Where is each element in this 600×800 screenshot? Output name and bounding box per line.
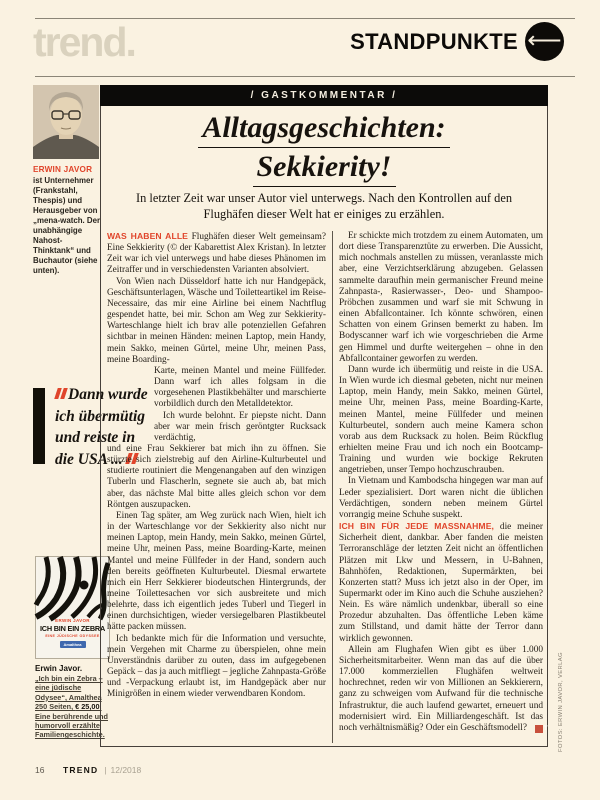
quote-mark-icon — [60, 388, 67, 399]
column-1 — [107, 231, 326, 743]
book-cover — [35, 556, 110, 659]
section-header — [350, 22, 564, 61]
photo-credit: FOTOS: ERWIN JAVOR, VERLAG — [558, 652, 564, 752]
paragraph: Ich wurde belohnt. Er piepste nicht. Dann aber war mein frisch geröntgter Rucksack verdächtig, — [154, 410, 326, 443]
paragraph: und eine Frau Sekkierer bat mich ihn zu öffnen. Sie stürzte sich zielstrebig auf den Airline-Kulturbeutel und studierte routiniert die Mengenangaben auf den winzigen Tuberln und Flascherln, segnete sie auch ab, bat mich aber, das nächste Mal bitte alles gleich schon vor dem Röntgen auszupacken. — [107, 443, 326, 510]
title-line-1: Alltagsgeschichten: — [198, 109, 449, 148]
paragraph: Karte, meinen Mantel und meine Füllfeder. Dann warf ich alles folgsam in die vorgesehenen Plastikbehälter und marschierte vorbildlich durch den Metalldetektor. — [154, 365, 326, 410]
paragraph: Einen Tag später, am Weg zurück nach Wien, hielt ich in der Warteschlange vor der Sekkierity also nicht nur meinen Laptop, mein Handy, mein Sakko, meinen Gürtel, meine Uhr, meinen Pass, meine Boarding-Karte, meinen Mantel und meine Füllfeder in der Hand, sondern auch den bereits geöffneten Kulturbeutel. Diesmal erwartete mich ein Herr Sekkierer biodeutschen Hintergrunds, der meine Toilettesachen vor sich ausbreitete und mich belehrte, dass ich eigentlich jedes Tuberl und Tiegerl in einen durchsichtigen, wieder versiegelbaren Plastikbeutel hätte packen müssen. — [107, 510, 326, 633]
red-lead-in: WAS HABEN ALLE — [107, 231, 189, 241]
title-line-2: Sekkierity! — [253, 148, 396, 187]
book-info-author: Erwin Javor. — [35, 664, 83, 673]
book-price: € 25,00. — [75, 702, 102, 712]
end-of-article-icon: T — [535, 725, 543, 733]
book-info-part1: „Ich bin ein Zebra – eine jüdische Odysee“, Amalthea 250 Seiten, — [35, 674, 103, 712]
arrow-left-icon — [525, 22, 564, 61]
kicker-bar: / GASTKOMMENTAR / — [100, 85, 548, 106]
page-footer — [35, 765, 141, 775]
quote-wrap-segment — [154, 366, 326, 444]
paragraph: In Vietnam und Kambodscha hingegen war man auf Leder spezialisiert. Dort waren nicht die üblichen Verdächtigen, sondern neben meinem Gürtel vorrangig meine Schuhe suspekt. — [339, 476, 543, 520]
zebra-illustration — [38, 559, 107, 617]
book-info-part2: Eine berührende und humorvoll erzählte Familiengeschichte. — [35, 711, 108, 740]
article-columns — [107, 231, 548, 743]
footer-magazine-name: TREND — [63, 765, 99, 775]
cover-author: ERWIN JAVOR — [55, 618, 90, 623]
paragraph: Dann wurde ich übermütig und reiste in die USA. In Wien wurde ich diesmal gebeten, nicht nur meinen Laptop, mein Handy, mein Sakko, meinen Gürtel, meine Uhr, meinen Pass, meine Boarding-Karte, meinen Mantel, meine Füllfeder und meinen Kulturbeutel, sondern auch meine Kamera schon vorab aus dem Rucksack zu holen. Beim Rückflug erhielten meine Frau und ich noch ein Bootcamp-Training und wurden wie bockige Rekruten angetrieben, unser Tempo hochzuschrauben. — [339, 364, 543, 476]
article-intro: In letzter Zeit war unser Autor viel unterwegs. Nach den Kontrollen auf den Flughäfen dieser Welt hat er einiges zu erzählen. — [135, 191, 513, 221]
cover-title: ICH BIN EIN ZEBRA — [39, 624, 106, 633]
paragraph-text: die meiner Sicherheit dient, dankbar. Aber fanden die meisten Terroranschläge der letzten Zeit nicht an öffentlichen Plätzen mit Lkw und Messern, in U-Bahnen, Bahnhöfen, Redaktionen, Supermärkten, bei Konzerten statt? Muss ich jetzt also in der Oper, im Supermarkt oder im Kino auch die Schuhe ausziehen? Nein. Es wäre nämlich undenkbar, überall so eine Prozedur abzuhalten. Das öffentliche Leben käme zum Stillstand, und damit hätte der Terror dann wirklich gewonnen. — [339, 522, 543, 644]
red-lead-in: ICH BIN FÜR JEDE MASSNAHME, — [339, 521, 495, 532]
footer-issue: 12/2018 — [110, 765, 142, 775]
paragraph-text: Flughäfen dieser Welt gemeinsam? Eine Sekkierity (© der Kabarettist Alex Kristan). In letzter Zeit war ich viel unterwegs und habe dieses Phänomen im Zeitraffer und in verschiedensten Varianten absolviert. — [107, 232, 326, 276]
paragraph: Er schickte mich trotzdem zu einem Automaten, um dort diese Transparenztüte zu erwerben. Die Aussicht, mich nochmals anstellen zu müssen, veranlasste mich aber, eine Verzichtserklärung abzugeben. Gelassen sammelte daraufhin mein germanischer Freund meine Zahnpasta-, Rasierwasser-, Deo- und Shampoo-Pröbchen zusammen und warf sie mit Schwung in einen Abfallcontainer. Ich könnte schwören, einen Schatten von einem Grinsen bemerkt zu haben. Im Bodyscanner warf ich wie vorgeschrieben die Arme gen Himmel und durfte weitergehen – ohne in den Abfallcontainer geworfen zu werden. — [339, 231, 543, 364]
footer-separator: | — [104, 765, 107, 775]
article-box — [100, 85, 548, 747]
page-number: 16 — [35, 765, 45, 775]
author-name: ERWIN JAVOR — [33, 165, 93, 174]
paragraph: Von Wien nach Düsseldorf hatte ich nur Handgepäck, Geschäftsunterlagen, Wäsche und Toiletteartikel im Reise-Necessaire, das mir eine Airline bei einem Nachtflug gespendet hatte, bei mir. Schon am Weg zur Sekkierity-Warteschlange hielt ich brav alle potenziellen Gefahren sichtbar in meinen Händen: meinen Laptop, mein Handy, mein Sakko, meinen Gürtel, meine Uhr, meinen Pass, meine Boarding- — [107, 276, 326, 365]
paragraph — [339, 644, 548, 734]
paragraph — [107, 231, 326, 277]
pull-quote-bar — [33, 388, 45, 464]
header-bottom-rule — [35, 76, 575, 77]
author-photo — [33, 85, 99, 159]
paragraph: Ich bedankte mich für die Information und versuchte, mein Vergehen mit Charme zu überspielen, ohne mein Unverständnis darüber zu outen, dass im aufgegebenen Gepäck – das ja auch mitfliegt – jegliche Zahnpasta-Größe und -Verpackung erlaubt ist, im Handgepäck aber nur Minigrößen in einem wieder verwendbaren Kondom. — [107, 633, 326, 700]
column-2 — [339, 231, 548, 743]
author-bio-text: ist Unternehmer (Frankstahl, Thespis) und Herausgeber von „mena-watch. Der unabhängige Nahost-Thinktank“ und Buchautor (siehe unten). — [33, 176, 101, 275]
arrow-glyph: ⟵ — [527, 26, 562, 54]
section-title: STANDPUNKTE — [350, 28, 518, 54]
author-bio-block — [33, 165, 103, 276]
paragraph — [339, 521, 543, 645]
paragraph-text: Allein am Flughafen Wien gibt es über 1.000 Sicherheitsmitarbeiter. Wenn man das auf die über 17.000 kommerziellen Flughäfen weltweit hochrechnet, reden wir von Millionen an Sekkierern, ganz zu schweigen vom Aufwand für die technische Infrastruktur, die auch laufend gewartet, erneuert und modernisiert wird. Ein Milliardengeschäft. Ist das noch verhältnismäßig? Oder ein Geschäftsmodell? — [339, 644, 543, 733]
pull-quote-text: Dann wurde ich übermütig und reiste in die USA ... — [55, 386, 148, 468]
magazine-logo: trend. — [33, 19, 135, 65]
cover-subtitle: EINE JÜDISCHE ODYSSEE — [45, 634, 100, 638]
article-title — [101, 109, 547, 187]
publisher-logo: Amalthea — [59, 641, 85, 648]
